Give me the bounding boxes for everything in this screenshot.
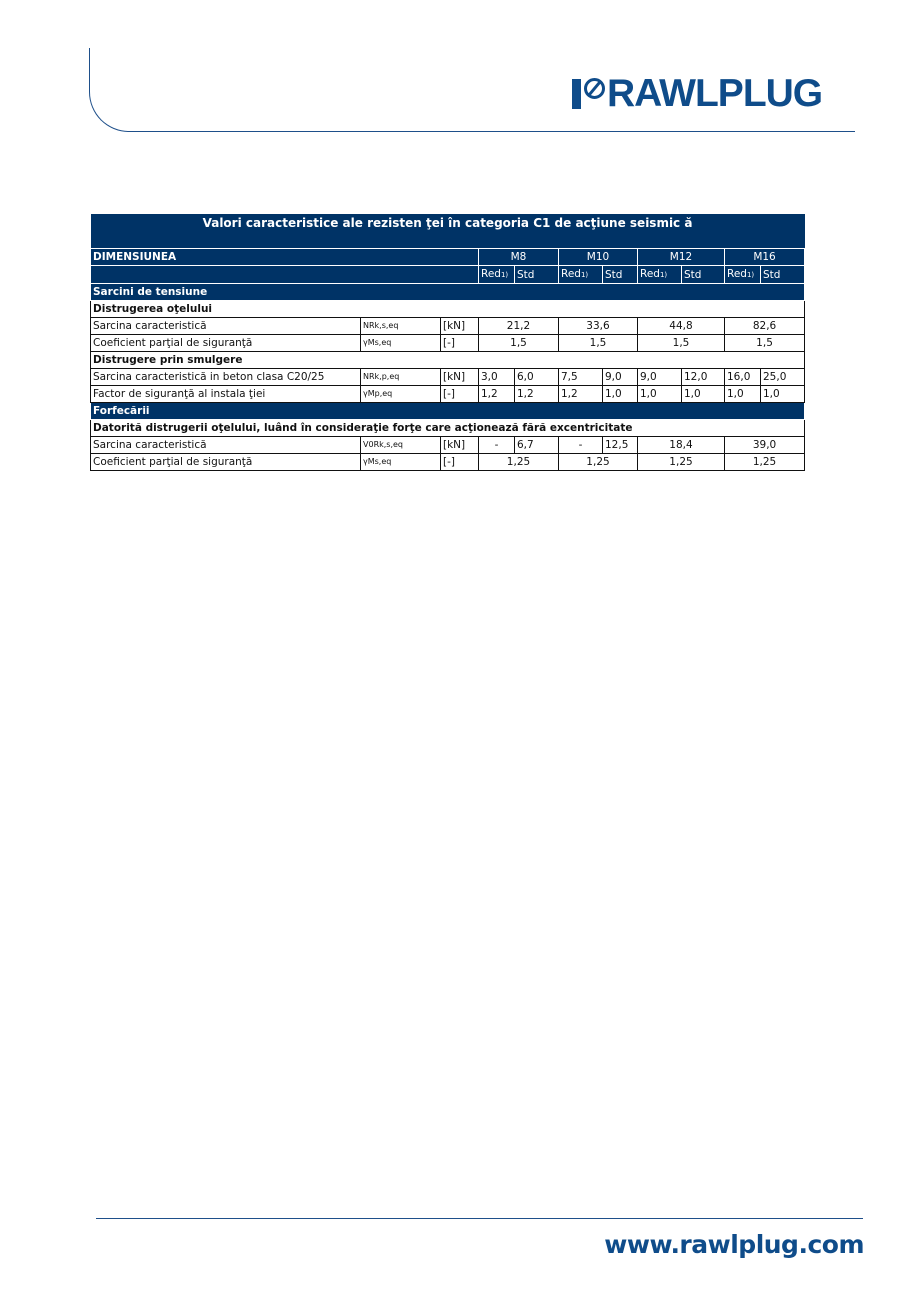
red-header: Red1)	[725, 266, 761, 284]
seismic-resistance-table	[90, 214, 805, 471]
size-header: M16	[725, 249, 805, 266]
table-title: Valori caracteristice ale rezisten ţei în categoria C1 de acţiune seismic ă	[91, 214, 805, 249]
subsection-steel: Distrugerea oţelului	[91, 301, 805, 318]
dimension-label: DIMENSIUNEA	[91, 249, 479, 266]
table-row: Coeficient parţial de siguranţă γMs,eq [-] 1,5 1,5 1,5 1,5	[91, 335, 805, 352]
size-header: M12	[638, 249, 725, 266]
section-tension: Sarcini de tensiune	[91, 284, 805, 301]
subsection-shear-steel: Datorită distrugerii oţelului, luând în consideraţie forţe care acţionează fără excentricitate	[91, 420, 805, 437]
size-header: M8	[479, 249, 559, 266]
table-row: Sarcina caracteristică NRk,s,eq [kN] 21,2 33,6 44,8 82,6	[91, 318, 805, 335]
table-row: Sarcina caracteristică V0Rk,s,eq [kN] - 6,7 - 12,5 18,4 39,0	[91, 437, 805, 454]
section-shear: Forfecării	[91, 403, 805, 420]
table-row: Coeficient parţial de siguranţă γMs,eq [-] 1,25 1,25 1,25 1,25	[91, 454, 805, 471]
subsection-pullout: Distrugere prin smulgere	[91, 352, 805, 369]
table-row: Sarcina caracteristică in beton clasa C20/25 NRk,p,eq [kN] 3,0 6,0 7,5 9,0 9,0 12,0 16,0 25,0	[91, 369, 805, 386]
red-header: Red1)	[559, 266, 603, 284]
red-header: Red1)	[479, 266, 515, 284]
table-row: Factor de siguranţă al instala ţiei γMp,eq [-] 1,2 1,2 1,2 1,0 1,0 1,0 1,0 1,0	[91, 386, 805, 403]
rawlplug-logo: RAWLPLUG	[572, 76, 822, 112]
std-header: Std	[515, 266, 559, 284]
footer-divider	[96, 1218, 863, 1219]
std-header: Std	[682, 266, 725, 284]
red-header: Red1)	[638, 266, 682, 284]
std-header: Std	[761, 266, 805, 284]
std-header: Std	[603, 266, 638, 284]
logo-mark-icon	[572, 79, 605, 109]
size-header: M10	[559, 249, 638, 266]
website-link[interactable]: www.rawlplug.com	[604, 1230, 864, 1259]
